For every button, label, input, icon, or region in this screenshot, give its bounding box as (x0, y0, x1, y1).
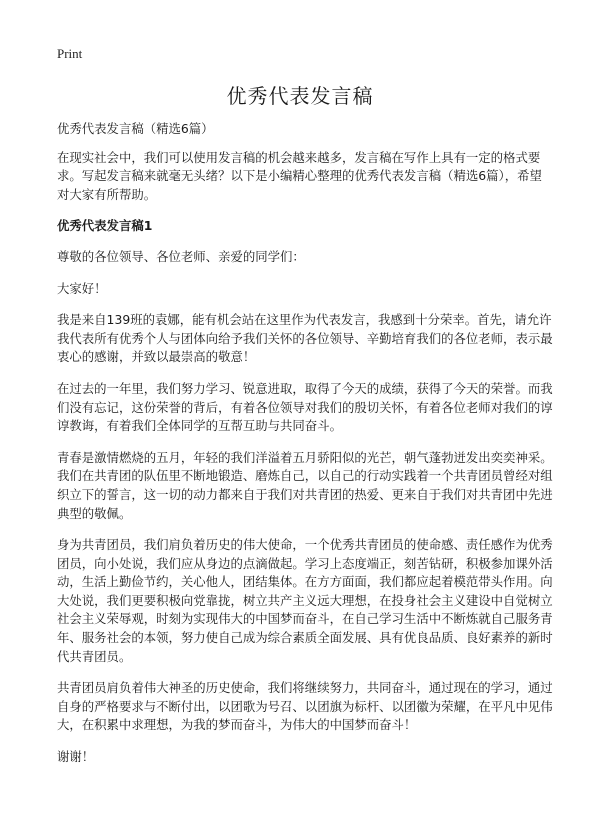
paragraph-closing: 共青团员肩负着伟大神圣的历史使命，我们将继续努力，共同奋斗，通过现在的学习，通过自身的严格要求与不断付出，以团歌为号召、以团旗为标杆、以团徽为荣耀，在平凡中见伟大，在积累中求理想，为我的梦而奋斗，为伟大的中国梦而奋斗！ (57, 680, 553, 733)
paragraph-thanks: 谢谢！ (57, 749, 95, 765)
print-link[interactable]: Print (57, 46, 83, 61)
paragraph-mission: 身为共青团员，我们肩负着历史的伟大使命，一个优秀共青团员的使命感、责任感作为优秀团员，向小处说，我们应从身边的点滴做起。学习上态度端正，刻苦钻研，积极参加课外活动，生活上勤俭节约，关心他人，团结集体。在方方面面，我们都应起着模范带头作用。向大处说，我们更要积极向党靠拢，树立共产主义远大理想，在投身社会主义建设中自觉树立社会主义荣辱观，时刻为实现伟大的中国梦而奋斗，在自己学习生活中不断炼就自己服务青年、服务社会的本领，努力使自己成为综合素质全面发展、具有优良品质、良好素养的新时代共青团员。 (57, 537, 553, 664)
article-body (57, 120, 553, 780)
section-heading: 优秀代表发言稿1 (57, 218, 153, 234)
paragraph-salutation: 尊敬的各位领导、各位老师、亲爱的同学们： (57, 248, 305, 264)
article-subtitle: 优秀代表发言稿（精选6篇） (57, 121, 214, 136)
intro-paragraph: 在现实社会中，我们可以使用发言稿的机会越来越多，发言稿在写作上具有一定的格式要求。写起发言稿来就毫无头绪？以下是小编精心整理的优秀代表发言稿（精选6篇），希望对大家有所帮助。 (57, 149, 542, 202)
paragraph-introduction: 我是来自139班的袁娜，能有机会站在这里作为代表发言，我感到十分荣幸。首先，请允许我代表所有优秀个人与团体向给予我们关怀的各位领导、辛勤培育我们的各位老师，表示最衷心的感谢，并致以最崇高的敬意！ (57, 312, 553, 365)
page-title: 优秀代表发言稿 (226, 84, 374, 108)
paragraph-greeting: 大家好！ (57, 280, 107, 296)
paragraph-youth: 青春是激情燃烧的五月，年轻的我们洋溢着五月骄阳似的光芒，朝气蓬勃迸发出奕奕神采。我们在共青团的队伍里不断地锻造、磨炼自己，以自己的行动实践着一个共青团员曾经对组织立下的誓言，这一切的动力都来自于我们对共青团的热爱、更来自于我们对共青团中先进典型的敬佩。 (57, 449, 553, 521)
paragraph-past-year: 在过去的一年里，我们努力学习、锐意进取，取得了今天的成绩，获得了今天的荣誉。而我们没有忘记，这份荣誉的背后，有着各位领导对我们的殷切关怀，有着各位老师对我们的谆谆教诲，有着我们全体同学的互帮互助与共同奋斗。 (57, 380, 553, 434)
